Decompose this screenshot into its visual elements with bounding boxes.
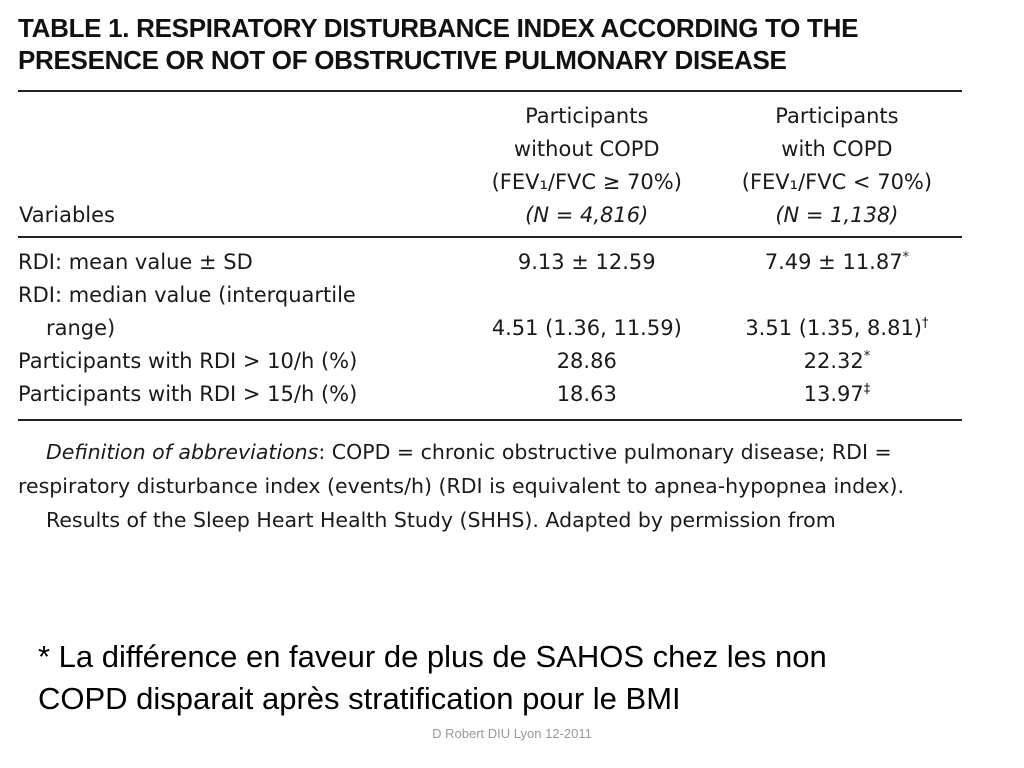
table-title-line-2: PRESENCE OR NOT OF OBSTRUCTIVE PULMONARY DISEASE — [18, 45, 787, 75]
slide-note-line-1: * La différence en faveur de plus de SAHOS chez les non — [38, 639, 827, 674]
bottom-rule — [18, 419, 962, 421]
header-col2-line: with COPD — [781, 137, 893, 161]
header-col1-line: without COPD — [513, 137, 660, 161]
row-label: Participants with RDI > 15/h (%) — [18, 382, 358, 406]
table-row — [18, 279, 962, 312]
row-label: RDI: median value (interquartile — [18, 283, 356, 307]
table-row — [18, 345, 962, 378]
header-without-copd — [462, 92, 712, 237]
row-label: RDI: mean value ± SD — [18, 250, 253, 274]
footnote-mark: * — [863, 349, 871, 364]
table-row — [18, 312, 962, 345]
table-row — [18, 237, 962, 279]
row-label: range) — [46, 316, 116, 340]
header-row — [18, 92, 962, 237]
header-col2-n: (N = 1,138) — [775, 203, 899, 227]
header-col1-line: (FEV₁/FVC ≥ 70%) — [491, 170, 682, 194]
definition-text: : COPD = chronic obstructive pulmonary disease; RDI = respiratory disturbance index (events/h) (RDI is equivalent to apnea-hypopnea index). — [18, 440, 905, 498]
footnote-mark: ‡ — [863, 382, 871, 397]
copd-rdi-table-figure — [18, 12, 962, 537]
footnote-mark: † — [922, 316, 929, 331]
row-value-with-copd: 13.97‡ — [803, 382, 871, 406]
slide-note — [38, 636, 998, 720]
data-table — [18, 92, 962, 419]
header-col2-line: (FEV₁/FVC < 70%) — [741, 170, 933, 194]
slide-note-line-2: COPD disparait après stratification pour le BMI — [38, 681, 681, 716]
slide-credit: D Robert DIU Lyon 12-2011 — [432, 726, 592, 741]
header-col1-line: Participants — [525, 104, 649, 128]
table-title-line-1: TABLE 1. RESPIRATORY DISTURBANCE INDEX ACCORDING TO THE — [18, 13, 859, 43]
row-value-without-copd: 9.13 ± 12.59 — [517, 250, 656, 274]
row-value-with-copd — [712, 279, 962, 312]
table-row — [18, 378, 962, 419]
row-value-without-copd: 18.63 — [556, 382, 617, 406]
header-variables: Variables — [19, 203, 115, 227]
abbreviations-definition — [18, 435, 962, 503]
row-value-with-copd: 3.51 (1.35, 8.81)† — [745, 316, 929, 340]
table-title — [18, 12, 962, 90]
row-value-without-copd — [462, 279, 712, 312]
footnote-mark: * — [902, 250, 910, 265]
header-col2-line: Participants — [775, 104, 899, 128]
source-note: Results of the Sleep Heart Health Study (SHHS). Adapted by permission from — [46, 508, 836, 532]
row-value-with-copd: 22.32* — [803, 349, 871, 373]
row-label: Participants with RDI > 10/h (%) — [18, 349, 358, 373]
row-value-with-copd: 7.49 ± 11.87* — [764, 250, 910, 274]
row-value-without-copd: 28.86 — [556, 349, 617, 373]
header-col1-n: (N = 4,816) — [525, 203, 649, 227]
header-with-copd — [712, 92, 962, 237]
definition-label: Definition of abbreviations — [46, 440, 319, 464]
table-footnote — [18, 435, 962, 537]
row-value-without-copd: 4.51 (1.36, 11.59) — [491, 316, 682, 340]
